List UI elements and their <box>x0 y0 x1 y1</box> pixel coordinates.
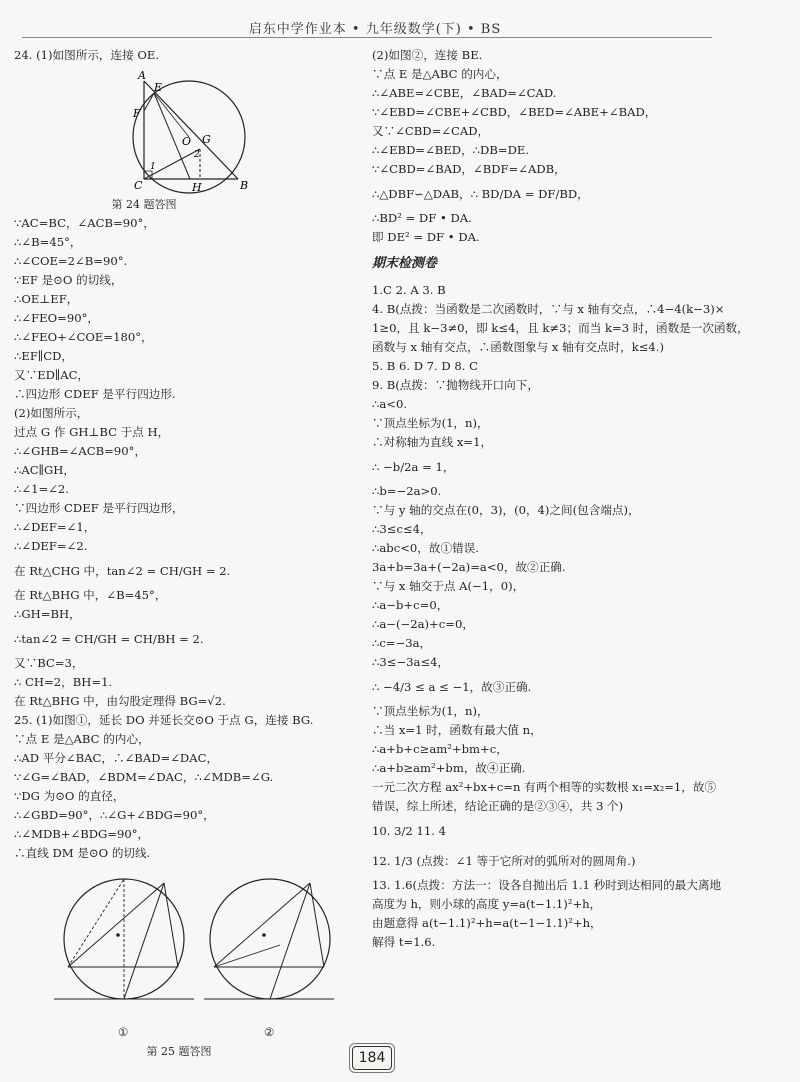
text-line: ∴a−(−2a)+c=0， <box>372 617 474 631</box>
text-line: ∴∠FEO+∠COE=180°， <box>14 330 153 344</box>
text-line: ∴∠1=∠2. <box>14 482 69 496</box>
label-H: H <box>192 181 202 194</box>
text-line: 1.C 2. A 3. B <box>372 283 446 297</box>
text-line: ∴tan∠2 = CH/GH = CH/BH = 2. <box>14 632 204 646</box>
text-line: 9. B(点拨：∵抛物线开口向下， <box>372 378 539 392</box>
text-line: ∴GH=BH， <box>14 607 81 621</box>
text-line: (2)如图所示， <box>14 406 89 420</box>
text-line: ∵点 E 是△ABC 的内心， <box>372 67 508 81</box>
figure-24-caption: 第 24 题答图 <box>111 198 177 211</box>
text-line: 在 Rt△BHG 中，由勾股定理得 BG=√2. <box>14 694 226 708</box>
text-line: ∴3≤−3a≤4， <box>372 655 450 669</box>
label-O: O <box>182 135 192 148</box>
text-line: ∴∠B=45°， <box>14 235 82 249</box>
page-header: 启东中学作业本 • 九年级数学(下) • BS <box>248 22 502 37</box>
text-line: 函数与 x 轴有交点，∴函数图象与 x 轴有交点时，k≤4.) <box>372 340 665 354</box>
text-line: ∴ CH=2，BH=1. <box>14 675 113 689</box>
text-line: ∵EF 是⊙O 的切线， <box>14 273 123 287</box>
text-line: ∴AD 平分∠BAC，∴∠BAD=∠DAC， <box>14 751 219 765</box>
text-line: ∵∠G=∠BAD，∠BDM=∠DAC，∴∠MDB=∠G. <box>14 770 274 784</box>
text-line: 又∵ED∥AC， <box>14 368 90 382</box>
text-line: 在 Rt△CHG 中，tan∠2 = CH/GH = 2. <box>14 564 231 578</box>
section-title: 期末检测卷 <box>372 256 438 271</box>
text-line: ∵与 y 轴的交点在(0，3)，(0，4)之间(包含端点)， <box>372 503 640 517</box>
figure-25 <box>14 863 344 1023</box>
text-line: ∴对称轴为直线 x=1， <box>372 435 493 449</box>
text-line: ∴∠ABE=∠CBE，∠BAD=∠CAD. <box>372 86 557 100</box>
text-line: ∴ −b/2a = 1， <box>372 460 455 474</box>
text-line: ∴∠DEF=∠1， <box>14 520 96 534</box>
text-line: ∴a<0. <box>372 397 408 411</box>
label-B: B <box>240 179 249 192</box>
text-line: ∵点 E 是△ABC 的内心， <box>14 732 150 746</box>
text-line: ∴∠GHB=∠ACB=90°， <box>14 444 147 458</box>
label-A: A <box>138 69 146 82</box>
text-line: 又∵∠CBD=∠CAD， <box>372 124 490 138</box>
text-line: 解得 t=1.6. <box>372 935 436 949</box>
text-line: 10. 3/2 11. 4 <box>372 824 446 838</box>
text-line: ∴a−b+c=0， <box>372 598 449 612</box>
label-1: 1 <box>150 162 156 172</box>
text-line: 25. (1)如图①，延长 DO 并延长交⊙O 于点 G，连接 BG. <box>14 713 314 727</box>
page-number: 184 <box>352 1046 392 1070</box>
text-line: ∵AC=BC，∠ACB=90°， <box>14 216 155 230</box>
figure-25-label-1: ① <box>118 1025 129 1039</box>
right-column <box>372 46 772 952</box>
text-line: ∴直线 DM 是⊙O 的切线. <box>14 846 151 860</box>
label-E: E <box>154 81 163 94</box>
header-rule <box>22 37 712 38</box>
text-line: 在 Rt△BHG 中，∠B=45°， <box>14 588 167 602</box>
text-line: 由题意得 a(t−1.1)²+h=a(t−1−1.1)²+h， <box>372 916 602 930</box>
label-F: F <box>133 107 141 120</box>
text-line: ∴∠EBD=∠BED，∴DB=DE. <box>372 143 530 157</box>
text-line: ∵顶点坐标为(1，n)， <box>372 416 489 430</box>
text-line: ∴a+b+c≥am²+bm+c， <box>372 742 508 756</box>
label-C: C <box>134 179 143 192</box>
text-line: ∴∠FEO=90°， <box>14 311 99 325</box>
text-line: ∴∠MDB+∠BDG=90°， <box>14 827 150 841</box>
text-line: 即 DE² = DF • DA. <box>372 230 480 244</box>
text-line: ∴OE⊥EF， <box>14 292 79 306</box>
text-line: ∵DG 为⊙O 的直径， <box>14 789 125 803</box>
text-line: 3a+b=3a+(−2a)=a<0，故②正确. <box>372 560 566 574</box>
text-line: ∴∠DEF=∠2. <box>14 539 88 553</box>
text-line: ∵∠EBD=∠CBE+∠CBD，∠BED=∠ABE+∠BAD， <box>372 105 657 119</box>
text-line: 5. B 6. D 7. D 8. C <box>372 359 479 373</box>
text-line: ∴abc<0，故①错误. <box>372 541 479 555</box>
figure-25-caption: 第 25 题答图 <box>146 1045 212 1058</box>
text-line: 24. (1)如图所示，连接 OE. <box>14 48 160 62</box>
text-line: 过点 G 作 GH⊥BC 于点 H， <box>14 425 170 439</box>
text-line: ∴b=−2a>0. <box>372 484 442 498</box>
text-line: ∴a+b≥am²+bm，故④正确. <box>372 761 526 775</box>
text-line: 错误，综上所述，结论正确的是②③④，共 3 个) <box>372 799 624 813</box>
text-line: ∴∠GBD=90°，∴∠G+∠BDG=90°， <box>14 808 215 822</box>
label-G: G <box>202 133 211 146</box>
text-line: ∴BD² = DF • DA. <box>372 211 472 225</box>
text-line: 4. B(点拨：当函数是二次函数时，∵与 x 轴有交点，∴4−4(k−3)× <box>372 302 725 316</box>
text-line: 1≥0，且 k−3≠0，即 k≤4，且 k≠3；而当 k=3 时，函数是一次函数， <box>372 321 749 335</box>
text-line: 又∵BC=3， <box>14 656 84 670</box>
text-line: ∴△DBF∽△DAB，∴ BD/DA = DF/BD， <box>372 187 589 201</box>
text-line: ∵∠CBD=∠BAD，∠BDF=∠ADB， <box>372 162 566 176</box>
text-line: ∴ −4/3 ≤ a ≤ −1，故③正确. <box>372 680 532 694</box>
text-line: ∴c=−3a， <box>372 636 432 650</box>
text-line: (2)如图②，连接 BE. <box>372 48 483 62</box>
text-line: 13. 1.6(点拨：方法一：设各自抛出后 1.1 秒时到达相同的最大离地 <box>372 878 722 892</box>
text-line: ∴3≤c≤4， <box>372 522 432 536</box>
figure-24-diagram <box>14 65 274 195</box>
text-line: ∴∠COE=2∠B=90°. <box>14 254 128 268</box>
text-line: ∵与 x 轴交于点 A(−1，0)， <box>372 579 525 593</box>
left-column <box>14 46 344 1061</box>
text-line: ∴AC∥GH， <box>14 463 75 477</box>
text-line: 12. 1/3 (点拨：∠1 等于它所对的弧所对的圆周角.) <box>372 854 636 868</box>
figure-25-label-2: ② <box>264 1025 275 1039</box>
figure-25-diagram <box>14 863 344 1023</box>
text-line: ∴四边形 CDEF 是平行四边形. <box>14 387 176 401</box>
text-line: ∴EF∥CD， <box>14 349 73 363</box>
figure-24 <box>14 65 344 195</box>
text-line: ∴当 x=1 时，函数有最大值 n， <box>372 723 542 737</box>
label-2: 2 <box>194 150 200 160</box>
text-line: ∵顶点坐标为(1，n)， <box>372 704 489 718</box>
text-line: 高度为 h，则小球的高度 y=a(t−1.1)²+h， <box>372 897 602 911</box>
text-line: ∵四边形 CDEF 是平行四边形， <box>14 501 184 515</box>
text-line: 一元二次方程 ax²+bx+c=n 有两个相等的实数根 x₁=x₂=1，故⑤ <box>372 780 717 794</box>
